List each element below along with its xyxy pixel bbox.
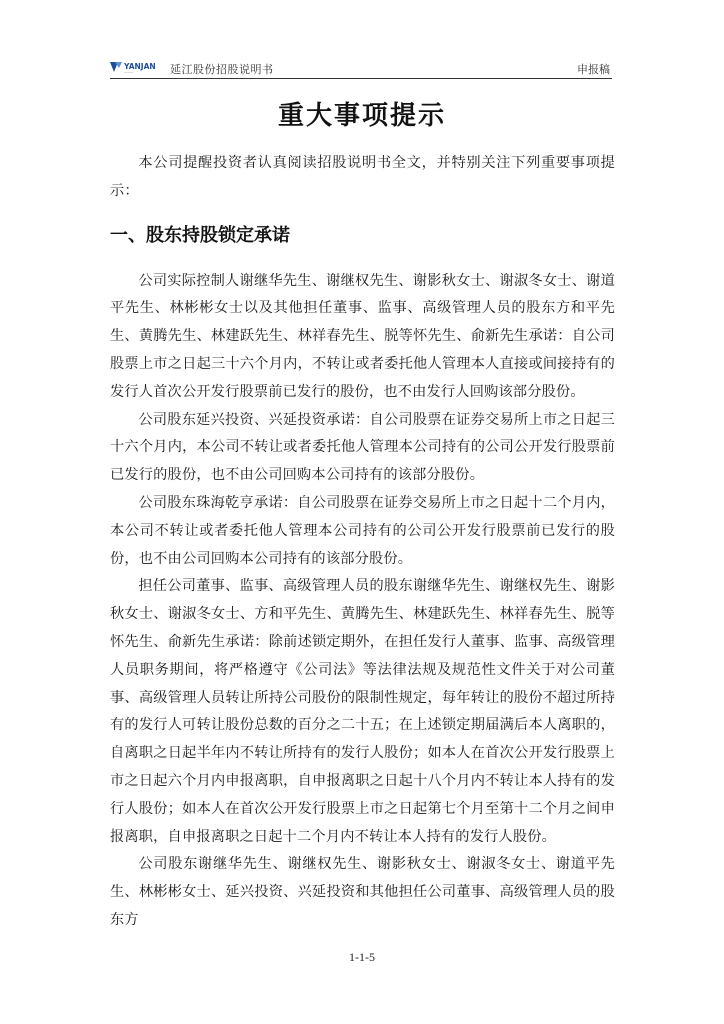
page-header [110,56,612,79]
header-draft-label: 申报稿 [577,63,610,76]
paragraph-1: 公司实际控制人谢继华先生、谢继权先生、谢影秋女士、谢淑冬女士、谢道平先生、林彬彬女士以及其他担任董事、监事、高级管理人员的股东方和平先生、黄腾先生、林建跃先生、林祥春先生、脱等怀先生、俞新先生承诺：自公司股票上市之日起三十六个月内，不转让或者委托他人管理本人直接或间接持有的发行人首次公开发行股票前已发行的股份，也不由发行人回购该部分股份。 [110,272,615,400]
paragraph-5: 公司股东谢继华先生、谢继权先生、谢影秋女士、谢淑冬女士、谢道平先生、林彬彬女士、延兴投资、兴延投资和其他担任公司董事、高级管理人员的股东方 [110,856,615,928]
paragraph-2: 公司股东延兴投资、兴延投资承诺：自公司股票在证券交易所上市之日起三十六个月内，本公司不转让或者委托他人管理本公司持有的公司公开发行股票前已发行的股份，也不由公司回购本公司持有的该部分股份。 [110,411,615,484]
intro-paragraph: 本公司提醒投资者认真阅读招股说明书全文，并特别关注下列重要事项提示： [110,155,615,199]
page-number: 1-1-5 [349,950,375,964]
paragraph-3: 公司股东珠海乾亨承诺：自公司股票在证券交易所上市之日起十二个月内，本公司不转让或者委托他人管理本公司持有的公司公开发行股票前已发行的股份，也不由公司回购本公司持有的该部分股份。 [110,494,615,567]
page-title: 重大事项提示 [277,101,446,131]
svg-text:———: ——— [124,70,133,74]
header-title: 延江股份招股说明书 [170,63,274,76]
company-logo [110,60,166,74]
section-heading: 一、股东持股锁定承诺 [110,224,290,246]
document-body [110,150,615,935]
svg-text:YANJAN: YANJAN [124,62,156,71]
paragraph-4: 担任公司董事、监事、高级管理人员的股东谢继华先生、谢继权先生、谢影秋女士、谢淑冬女士、方和平先生、黄腾先生、林建跃先生、林祥春先生、脱等怀先生、俞新先生承诺：除前述锁定期外，在担任发行人董事、监事、高级管理人员职务期间，将严格遵守《公司法》等法律法规及规范性文件关于对公司董事、高级管理人员转让所持公司股份的限制性规定，每年转让的股份不超过所持有的发行人可转让股份总数的百分之二十五；在上述锁定期届满后本人离职的，自离职之日起半年内不转让所持有的发行人股份；如本人在首次公开发行股票上市之日起六个月内申报离职，自申报离职之日起十八个月内不转让本人持有的发行人股份；如本人在首次公开发行股票上市之日起第七个月至第十二个月之间申报离职，自申报离职之日起十二个月内不转让本人持有的发行人股份。 [110,578,615,845]
